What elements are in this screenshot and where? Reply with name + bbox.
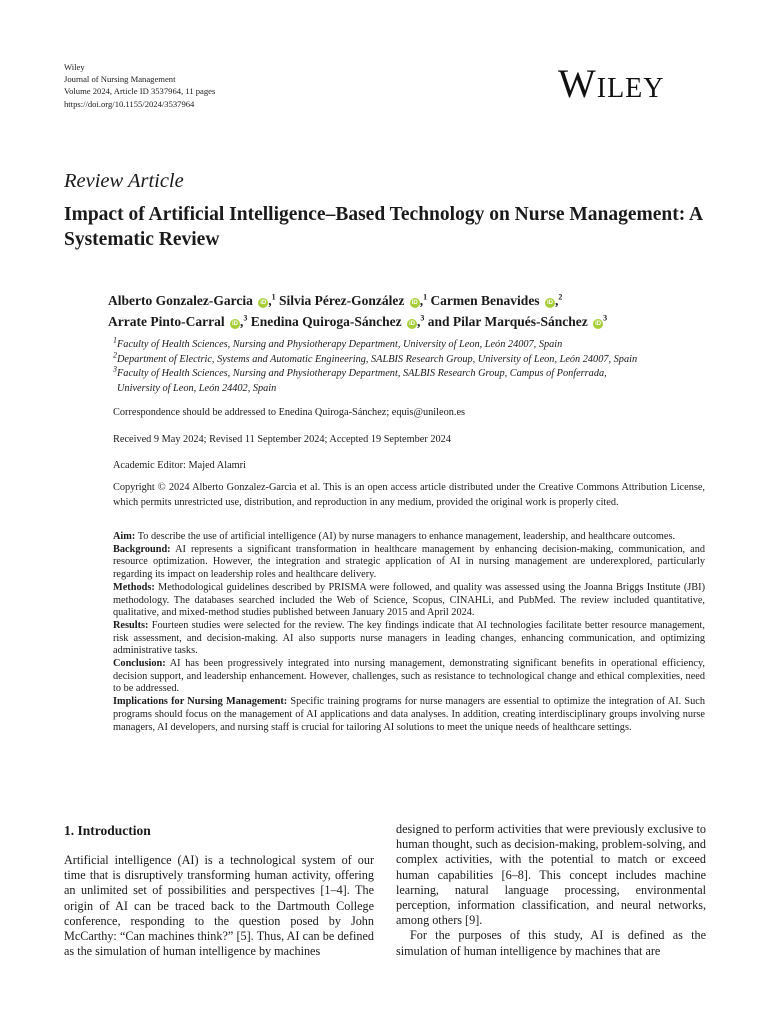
affiliation: $^2$Department of Electric, Systems and Automatic Engineering, SALBIS Research Group, University of Leon, León 24007, Spain [113,350,638,365]
orcid-icon[interactable]: iD [260,300,267,306]
abstract-conclusion: Conclusion: AI has been progressively integrated into nursing management, demonstrating significant benefits in operational efficiency, decision support, and leadership enhancement. However, challenges, such as resistance to technological change and ethical complexities, need to be addressed. [113,658,705,695]
orcid-icon[interactable]: iD [411,300,418,306]
copyright-notice: Copyright © 2024 Alberto Gonzalez-Garcia et al. This is an open access article distributed under the Creative Commons Attribution License, which permits unrestricted use, distribution, and reproduction in any medium, provided the original work is properly cited. [113,482,705,508]
intro-paragraph: For the purposes of this study, AI is defined as the simulation of human intelligence by machines that are [396,928,706,958]
correspondence: Correspondence should be addressed to Enedina Quiroga-Sánchez; equis@unileon.es [113,407,466,418]
author[interactable]: Carmen Benavides iD ,$^2$ [430,292,563,308]
journal-meta [64,61,215,110]
affiliations [113,335,723,396]
author-list [108,290,728,332]
abstract [113,531,705,734]
author[interactable]: Arrate Pinto-Carral iD ,$^3$ [108,313,248,329]
section-heading: 1. Introduction [64,823,151,838]
body-column-left [64,853,374,959]
intro-paragraph-continued: designed to perform activities that were previously exclusive to human thought, such as decision-making, problem-solving, and complex activities, with the potential to match or exceed human capabilities [6–8]. This concept includes machine learning, natural language processing, environmental perception, information classification, and neural networks, among others [9]. [396,822,706,928]
affiliation: $^1$Faculty of Health Sciences, Nursing and Physiotherapy Department, University of Leon, León 24007, Spain [113,335,563,350]
received-dates: Received 9 May 2024; Revised 11 September 2024; Accepted 19 September 2024 [113,434,451,445]
orcid-icon[interactable]: iD [595,321,602,327]
author[interactable]: Enedina Quiroga-Sánchez iD ,$^3$ [250,313,425,329]
orcid-icon[interactable]: iD [546,300,553,306]
article-title: Impact of Artificial Intelligence–Based Technology on Nurse Management: A Systematic Review [64,204,703,250]
publisher-name: Wiley [64,62,85,72]
abstract-methods: Methods: Methodological guidelines described by PRISMA were followed, and quality was assessed using the Joanna Briggs Institute (JBI) methodology. The databases searched included the Web of Science, Scopus, CINAHLi, and PubMed. The review included quantitative, qualitative, and mixed-method studies published between January 2015 and April 2024. [113,581,705,619]
author-conjunction: and [427,314,450,329]
intro-paragraph: Artificial intelligence (AI) is a technological system of our time that is disruptively transforming human activity, offering an unlimited set of possibilities and perspectives [1–4]. The origin of AI can be traced back to the Dartmouth College conference, responding to the question posed by John McCarthy: “Can machines think?” [5]. Thus, AI can be defined as the simulation of human intelligence by machines [64,853,374,959]
author[interactable]: Silvia Pérez-González iD ,$^1$ [278,292,428,308]
wiley-logo: Wiley [558,61,665,106]
article-type: Review Article [64,170,184,192]
author[interactable]: Alberto Gonzalez-Garcia iD ,$^1$ [108,292,276,308]
orcid-icon[interactable]: iD [408,321,415,327]
affiliation-continued: University of Leon, León 24402, Spain [117,382,277,394]
author[interactable]: Pilar Marqués-Sánchez $iD^3$ [452,313,608,329]
abstract-results: Results: Fourteen studies were selected for the review. The key findings indicate that AI technologies facilitate better resource management, risk assessment, and decision-making. AI also supports nurse managers in leading changes, enhancing communication, and optimizing administrative tasks. [113,619,705,657]
doi-link[interactable]: https://doi.org/10.1155/2024/3537964 [64,98,195,109]
volume-line: Volume 2024, Article ID 3537964, 11 pages [64,86,216,97]
abstract-background: Background: AI represents a significant transformation in healthcare management by enhancing decision-making, communication, and resource optimization. However, the integration and strategic application of AI in nursing management are underexplored, particularly regarding its impact on leadership roles and healthcare delivery. [113,543,705,581]
academic-editor: Academic Editor: Majed Alamri [113,460,246,471]
orcid-icon[interactable]: iD [231,321,238,327]
abstract-implications: Implications for Nursing Management: Specific training programs for nurse managers are essential to optimize the integration of AI. Such programs should focus on the management of AI applications and data analyses. In addition, creating interdisciplinary groups involving nurse managers, AI developers, and nursing staff is crucial for tailoring AI solutions to meet the unique needs of healthcare settings. [113,696,706,733]
journal-name: Journal of Nursing Management [64,74,176,85]
abstract-aim: Aim: To describe the use of artificial intelligence (AI) by nurse managers to enhance management, leadership, and healthcare outcomes. [113,531,676,542]
affiliation: $^3$Faculty of Health Sciences, Nursing and Physiotherapy Department, SALBIS Research Group, Campus of Ponferrada, [113,364,607,379]
body-column-right [396,822,706,959]
